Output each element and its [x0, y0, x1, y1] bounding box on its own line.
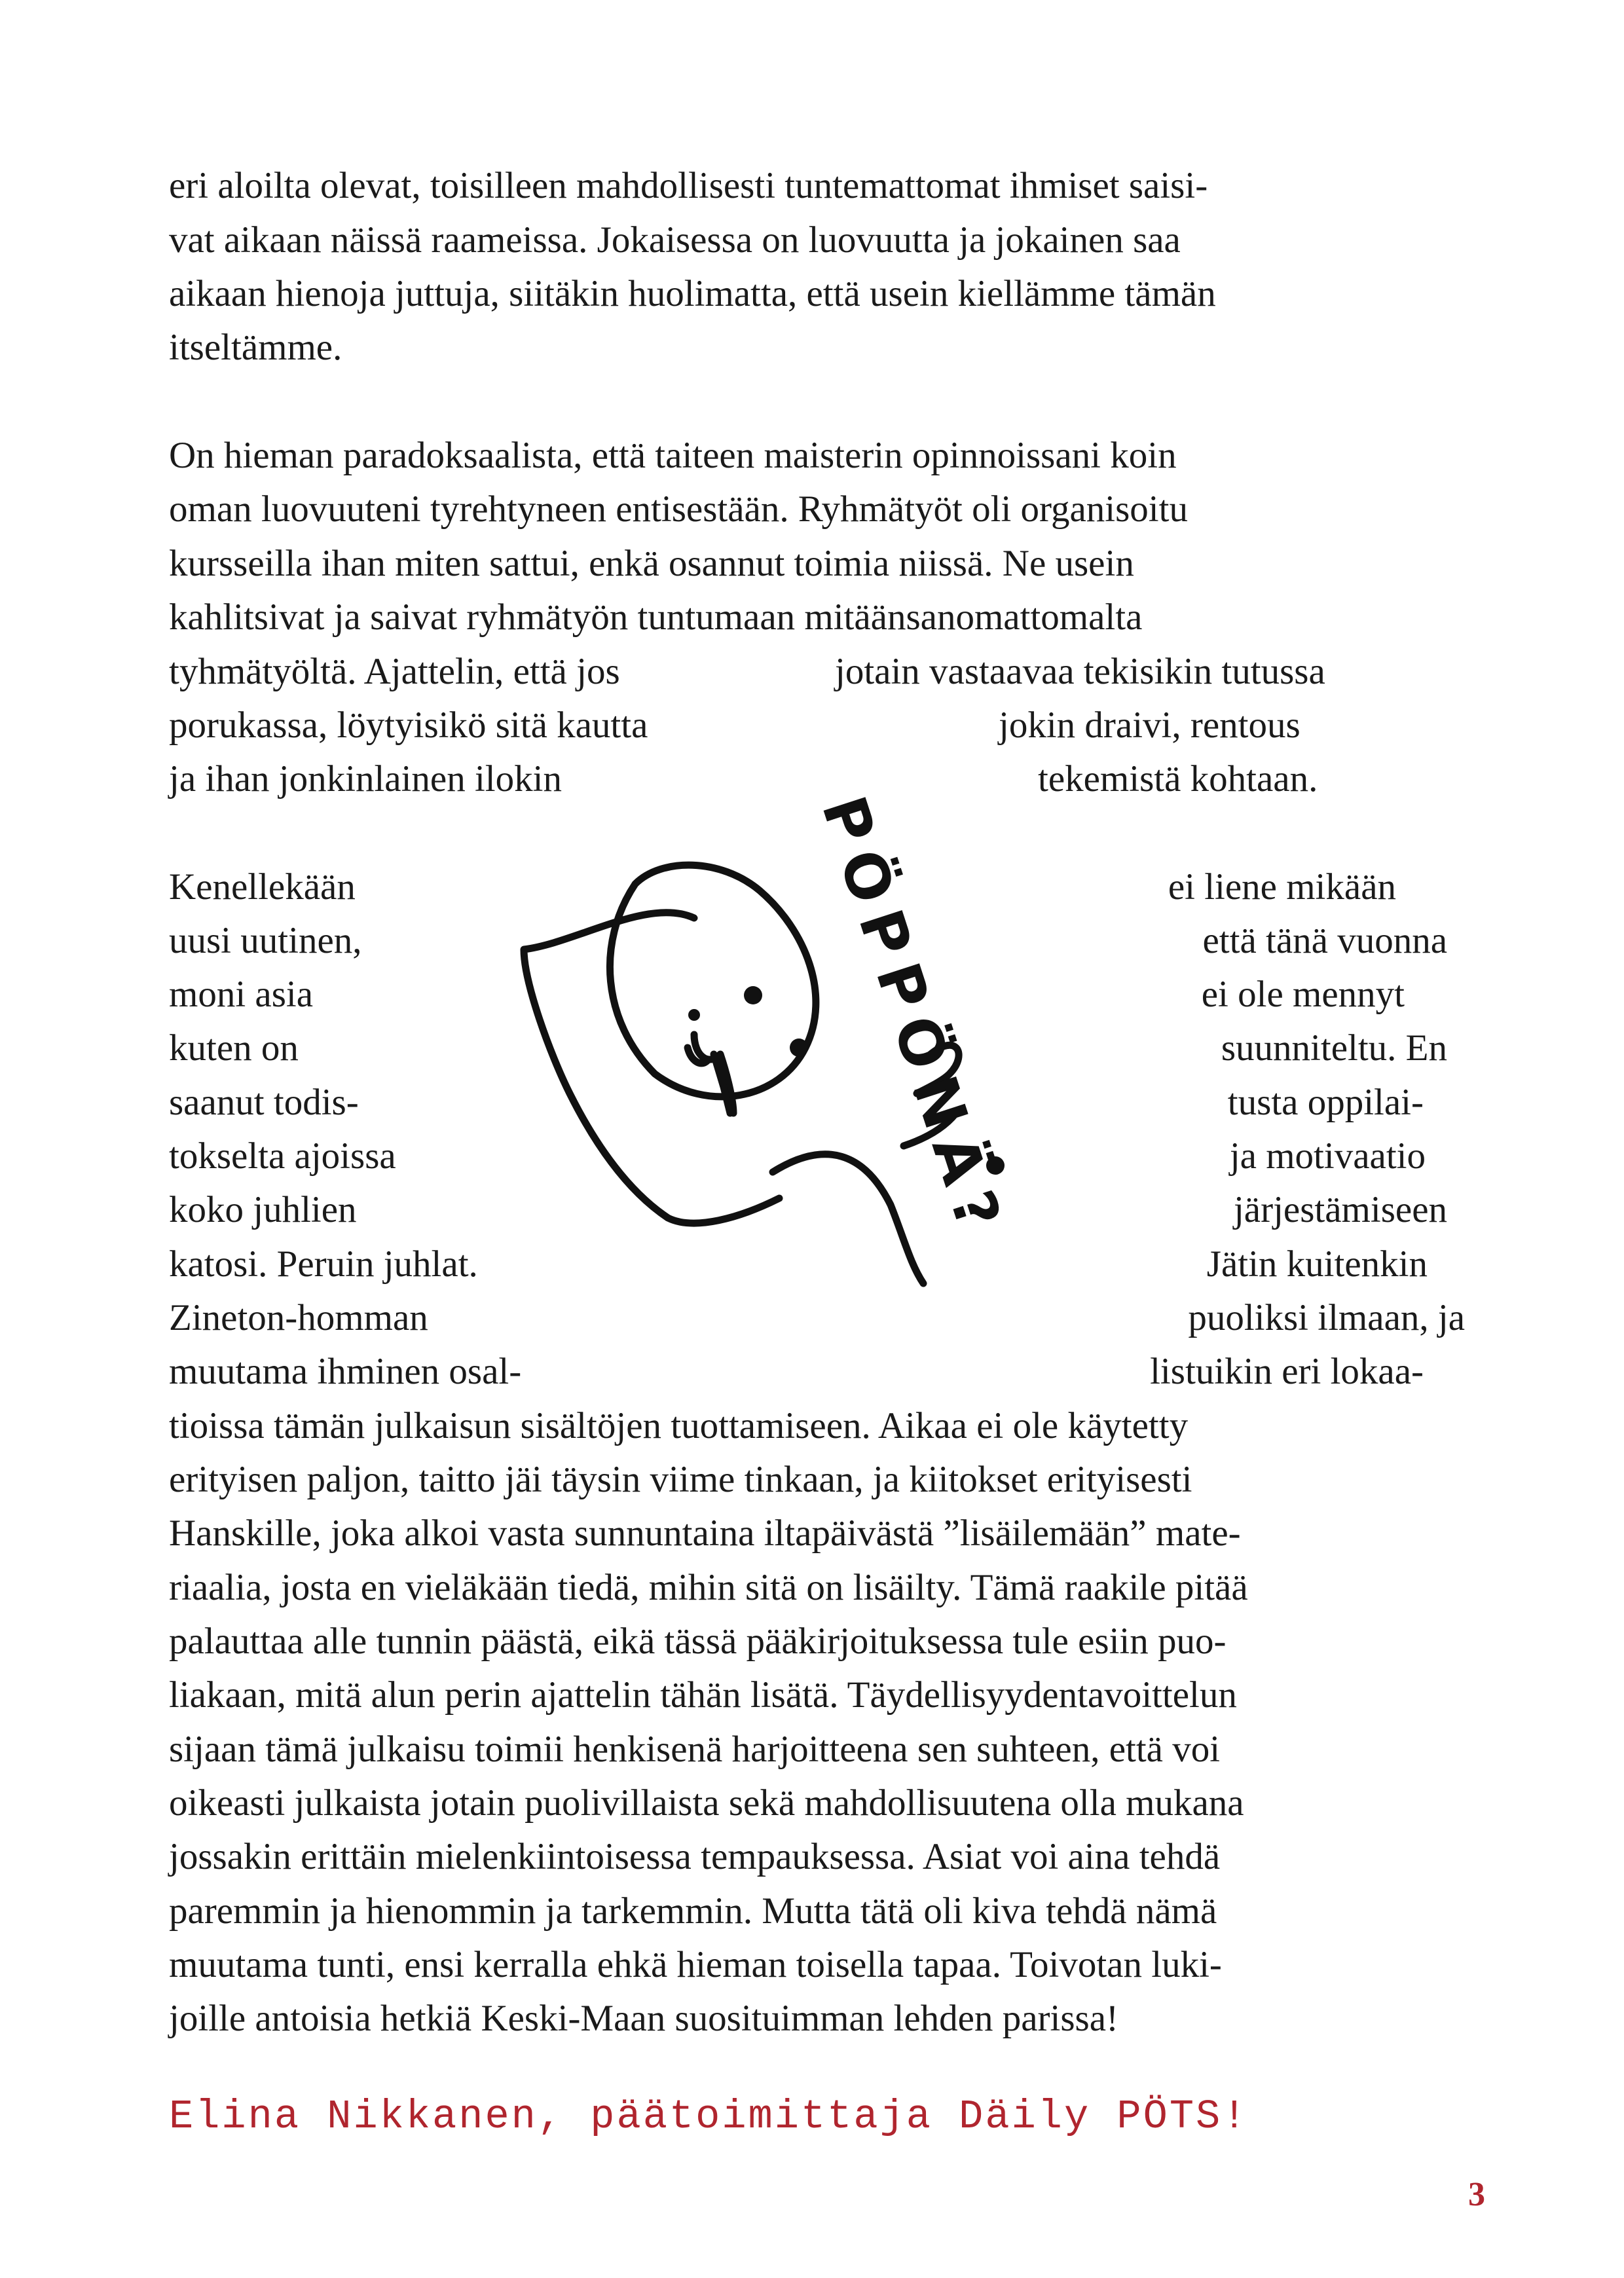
text-line-left: uusi uutinen, — [169, 920, 362, 961]
text-line: paremmin ja hienommin ja tarkemmin. Mutta tätä oli kiva tehdä nämä — [169, 1890, 1217, 1932]
doodle-lettering: PÖPPÖNÄ? — [808, 788, 1018, 1249]
text-line-left: moni asia — [169, 974, 314, 1015]
text-line: palauttaa alle tunnin päästä, eikä tässä pääkirjoituksessa tule esiin puo- — [169, 1621, 1227, 1662]
page-number: 3 — [1468, 2176, 1485, 2213]
text-line: oikeasti julkaista jotain puolivillaista sekä mahdollisuutena olla mukana — [169, 1782, 1244, 1824]
text-line: Hanskille, joka alkoi vasta sunnuntaina iltapäivästä ”lisäilemään” mate- — [169, 1513, 1241, 1554]
text-line-left: katosi. Peruin juhlat. — [169, 1243, 478, 1285]
text-line: itseltämme. — [169, 327, 342, 368]
text-line-left: koko juhlien — [169, 1189, 357, 1230]
text-line-left: ja ihan jonkinlainen ilokin — [169, 758, 562, 799]
text-line: riaalia, josta en vieläkään tiedä, mihin sitä on lisäilty. Tämä raakile pitää — [169, 1567, 1248, 1608]
text-line-right: suunniteltu. En — [1221, 1027, 1447, 1069]
text-line: aikaan hienoja juttuja, siitäkin huolimatta, että usein kiellämme tämän — [169, 273, 1216, 314]
text-line-right: listuikin eri lokaa- — [1150, 1351, 1424, 1392]
text-line: kahlitsivat ja saivat ryhmätyön tuntumaan mitäänsanomattomalta — [169, 597, 1143, 638]
cat-doodle-illustration — [498, 746, 1126, 1296]
text-line-left: Kenellekään — [169, 866, 356, 908]
text-line: oman luovuuteni tyrehtyneen entisestään. Ryhmätyöt oli organisoitu — [169, 488, 1188, 530]
text-line: liakaan, mitä alun perin ajattelin tähän lisätä. Täydellisyydentavoittelun — [169, 1674, 1237, 1716]
text-line-left: tyhmätyöltä. Ajattelin, että jos — [169, 651, 620, 692]
text-line: On hieman paradoksaalista, että taiteen maisterin opinnoissani koin — [169, 435, 1177, 476]
text-line-left: kuten on — [169, 1027, 299, 1069]
text-line-left: Zineton-homman — [169, 1297, 428, 1338]
author-signature: Elina Nikkanen, päätoimittaja Däily PÖTS! — [169, 2093, 1249, 2140]
text-line-right: järjestämiseen — [1233, 1189, 1447, 1230]
text-line-left: porukassa, löytyisikö sitä kautta — [169, 705, 648, 746]
text-line: sijaan tämä julkaisu toimii henkisenä harjoitteena sen suhteen, että voi — [169, 1729, 1221, 1770]
text-line: kursseilla ihan miten sattui, enkä osannut toimia niissä. Ne usein — [169, 543, 1134, 584]
text-line: tioissa tämän julkaisun sisältöjen tuottamiseen. Aikaa ei ole käytetty — [169, 1405, 1189, 1446]
text-line-right: että tänä vuonna — [1202, 920, 1447, 961]
text-line-right: ei liene mikään — [1168, 866, 1396, 908]
text-line-right: jokin draivi, rentous — [999, 705, 1301, 746]
text-line: vat aikaan näissä raameissa. Jokaisessa on luovuutta ja jokainen saa — [169, 219, 1181, 261]
text-line-right: ei ole mennyt — [1201, 974, 1405, 1015]
text-line: jossakin erittäin mielenkiintoisessa tempauksessa. Asiat voi aina tehdä — [169, 1836, 1221, 1877]
text-line-left: muutama ihminen osal- — [169, 1351, 522, 1392]
text-line-right: jotain vastaavaa tekisikin tutussa — [835, 651, 1325, 692]
text-line-left: saanut todis- — [169, 1082, 359, 1123]
text-line-right: ja motivaatio — [1229, 1135, 1426, 1177]
text-line-right: puoliksi ilmaan, ja — [1188, 1297, 1465, 1338]
text-line: erityisen paljon, taitto jäi täysin viime tinkaan, ja kiitokset erityisesti — [169, 1459, 1192, 1500]
text-line-left: tokselta ajoissa — [169, 1135, 396, 1177]
text-line: muutama tunti, ensi kerralla ehkä hieman toisella tapaa. Toivotan luki- — [169, 1944, 1222, 1985]
text-line: joille antoisia hetkiä Keski-Maan suosituimman lehden parissa! — [169, 1998, 1118, 2039]
text-line: eri aloilta olevat, toisilleen mahdollisesti tuntemattomat ihmiset saisi- — [169, 165, 1208, 206]
text-line-right: tusta oppilai- — [1227, 1082, 1424, 1123]
text-line-right: tekemistä kohtaan. — [1038, 758, 1318, 799]
text-line-right: Jätin kuitenkin — [1206, 1243, 1428, 1285]
